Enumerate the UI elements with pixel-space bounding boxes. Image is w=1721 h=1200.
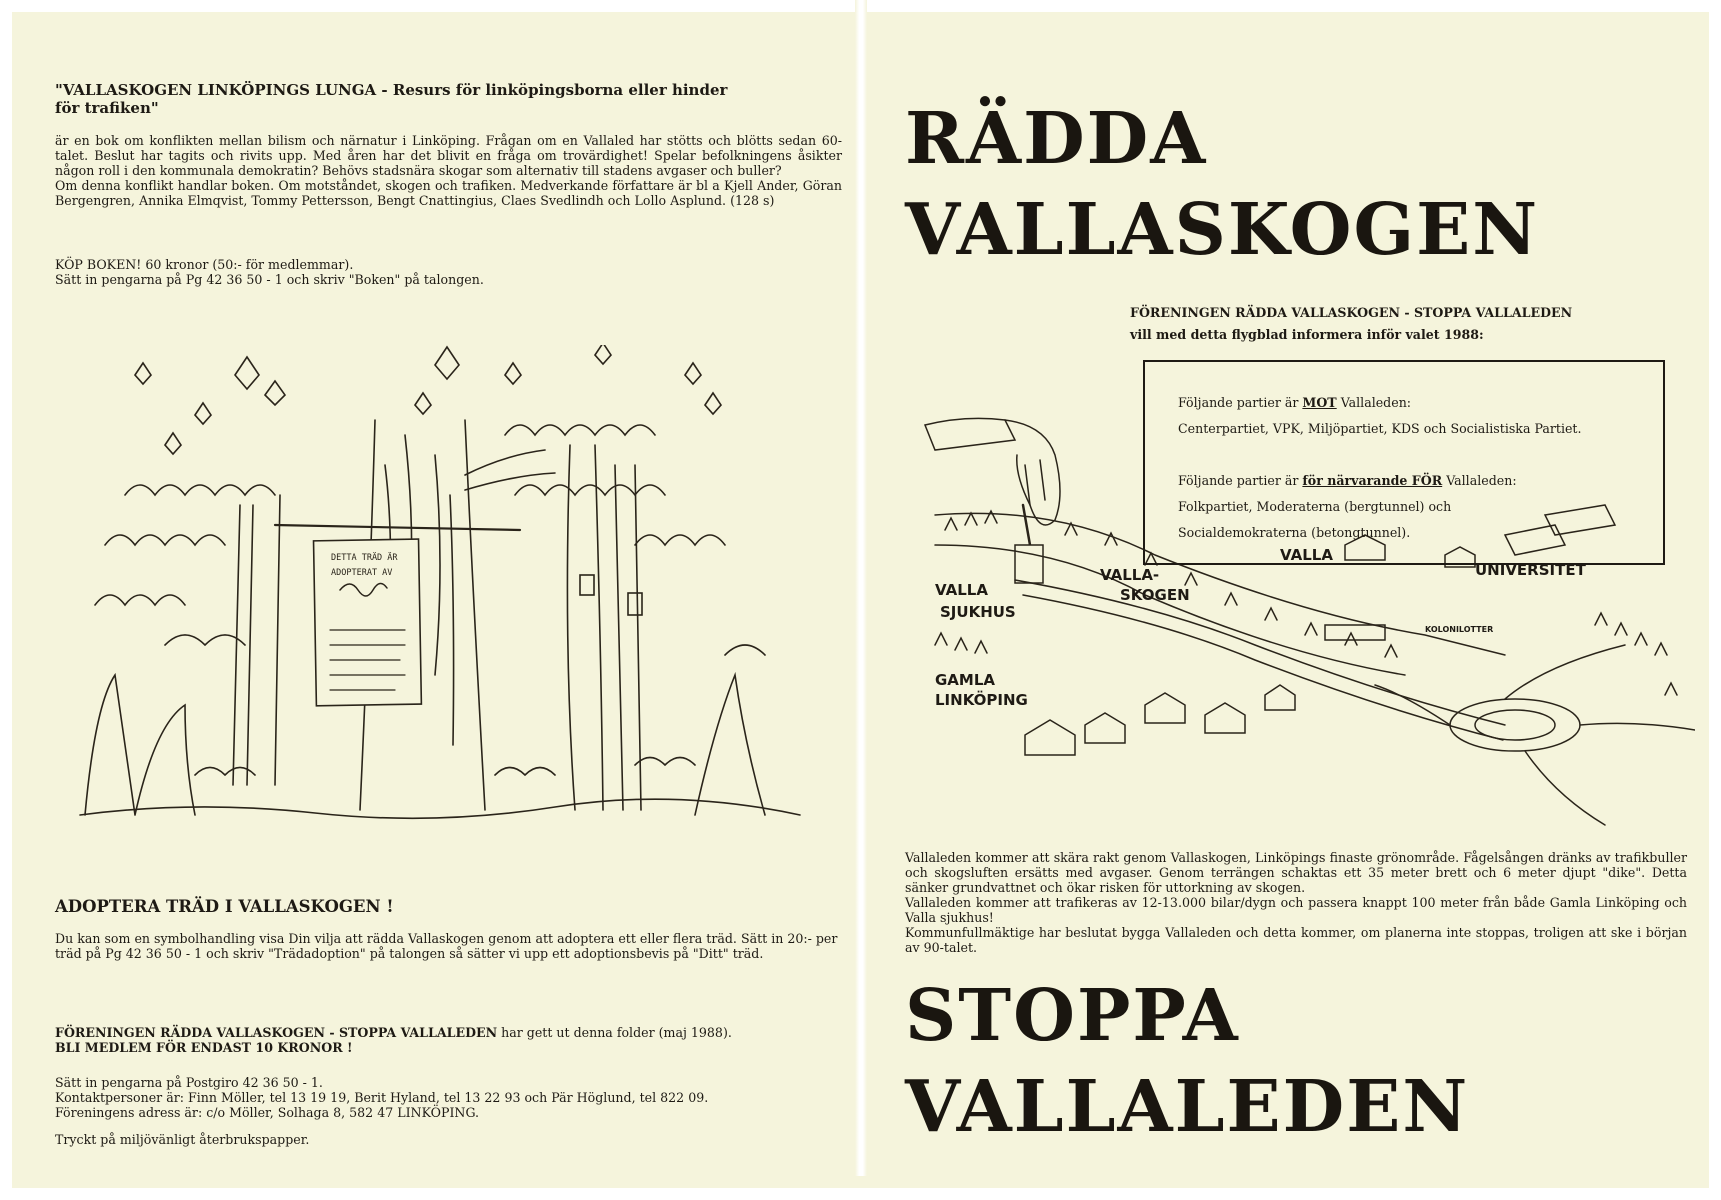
against-word: MOT: [1302, 395, 1337, 410]
map-label-valla: VALLA: [1280, 546, 1333, 564]
against-heading: Följande partier är MOT Vallaleden:: [1178, 395, 1412, 410]
against-parties: Centerpartiet, VPK, Miljöpartiet, KDS och Socialistiska Partiet.: [1178, 421, 1582, 436]
map-label-koloni: KOLONILOTTER: [1425, 625, 1494, 634]
contact-info: Sätt in pengarna på Postgiro 42 36 50 - 1. Kontaktpersoner är: Finn Möller, tel 13 19 19, Berit Hyland, tel 13 22 93 och Pär Höglund, tel 822 09. Föreningens adress är: c/o Möller, Solhaga 8, 582 47 LINKÖPING.: [55, 1075, 709, 1120]
org-name: FÖRENINGEN RÄDDA VALLASKOGEN - STOPPA VALLALEDEN: [55, 1025, 498, 1040]
map-label-gamla-1: GAMLA: [935, 671, 996, 689]
membership-offer: BLI MEDLEM FÖR ENDAST 10 KRONOR !: [55, 1040, 353, 1055]
bottom-title-line-2: VALLALEDEN: [905, 1064, 1470, 1148]
map-label-sjukhus-2: SJUKHUS: [940, 603, 1016, 621]
route-description: Vallaleden kommer att skära rakt genom Vallaskogen, Linköpings finaste grönområde. Fågelsången dränks av trafikbuller och skogsluften ersätts med avgaser. Genom terrängen schaktas ett 35 meter brett och 6 meter djupt "dike". Detta sänker grundvattnet och ökar risken för uttorkning av skogen. Vallaleden kommer att trafikeras av 12-13.000 bilar/dygn och passera knappt 100 meter från både Gamla Linköping och Valla sjukhus! Kommunfullmäktige har beslutat bygga Vallaleden och detta kommer, om planerna inte stoppas, troligen att ske i början av 90-talet.: [905, 850, 1687, 955]
org-header-sub: vill med detta flygblad informera inför valet 1988:: [1130, 327, 1484, 342]
tree-adoption-illustration: [75, 345, 805, 845]
party-positions-box: [1143, 360, 1665, 565]
title-line-1: RÄDDA: [905, 96, 1208, 180]
adopt-heading: ADOPTERA TRÄD I VALLASKOGEN !: [55, 897, 394, 916]
book-description: är en bok om konflikten mellan bilism och närnatur i Linköping. Frågan om en Vallaled har stötts och blötts sedan 60-talet. Beslut har tagits och rivits upp. Med åren har det blivit en fråga om trovärdighet! Spelar befolkningens åsikter någon roll i den kommunala demokratin? Behövs stadsnära skogar som alternativ till stadens avgaser och buller? Om denna konflikt handlar boken. Om motståndet, skogen och trafiken. Medverkande författare är bl a Kjell Ander, Göran Bergengren, Annika Elmqvist, Tommy Pettersson, Bengt Cnattingius, Claes Svedlindh och Lollo Asplund. (128 s): [55, 133, 842, 208]
org-header-name: FÖRENINGEN RÄDDA VALLASKOGEN - STOPPA VALLALEDEN: [1130, 305, 1573, 320]
for-parties-1: Folkpartiet, Moderaterna (bergtunnel) och: [1178, 499, 1452, 514]
map-label-sjukhus-1: VALLA: [935, 581, 988, 599]
book-title: "VALLASKOGEN LINKÖPINGS LUNGA - Resurs för linköpingsborna eller hinder för trafiken": [55, 81, 728, 117]
bottom-title: [905, 970, 1695, 1152]
sign-text-line1: DETTA TRÄD ÄR: [331, 553, 398, 563]
book-purchase-info: KÖP BOKEN! 60 kronor (50:- för medlemmar). Sätt in pengarna på Pg 42 36 50 - 1 och skriv "Boken" på talongen.: [55, 257, 484, 287]
bottom-title-line-1: STOPPA: [905, 973, 1240, 1057]
folder-note: [55, 1025, 842, 1055]
map-label-vallaskogen-2: SKOGEN: [1120, 586, 1190, 604]
printed-note: Tryckt på miljövänligt återbrukspapper.: [55, 1132, 310, 1147]
adopt-description: Du kan som en symbolhandling visa Din vilja att rädda Vallaskogen genom att adoptera ett eller flera träd. Sätt in 20:- per träd på Pg 42 36 50 - 1 och skriv "Trädadoption" på talongen så sätter vi upp ett adoptionsbevis på "Ditt" träd.: [55, 931, 838, 961]
title-line-2: VALLASKOGEN: [905, 187, 1540, 271]
folder-note-text: har gett ut denna folder (maj 1988).: [497, 1025, 732, 1040]
map-label-gamla-2: LINKÖPING: [935, 691, 1028, 709]
sign-text-line2: ADOPTERAT AV: [331, 568, 393, 578]
for-heading: Följande partier är för närvarande FÖR Vallaleden:: [1178, 473, 1517, 488]
main-title: [905, 93, 1695, 275]
for-parties-2: Socialdemokraterna (betongtunnel).: [1178, 525, 1411, 540]
org-header: [1130, 302, 1690, 346]
map-label-universitet: UNIVERSITET: [1475, 561, 1586, 579]
center-fold: [855, 0, 867, 1176]
for-word: för närvarande FÖR: [1302, 473, 1443, 488]
map-label-vallaskogen-1: VALLA-: [1100, 566, 1160, 584]
